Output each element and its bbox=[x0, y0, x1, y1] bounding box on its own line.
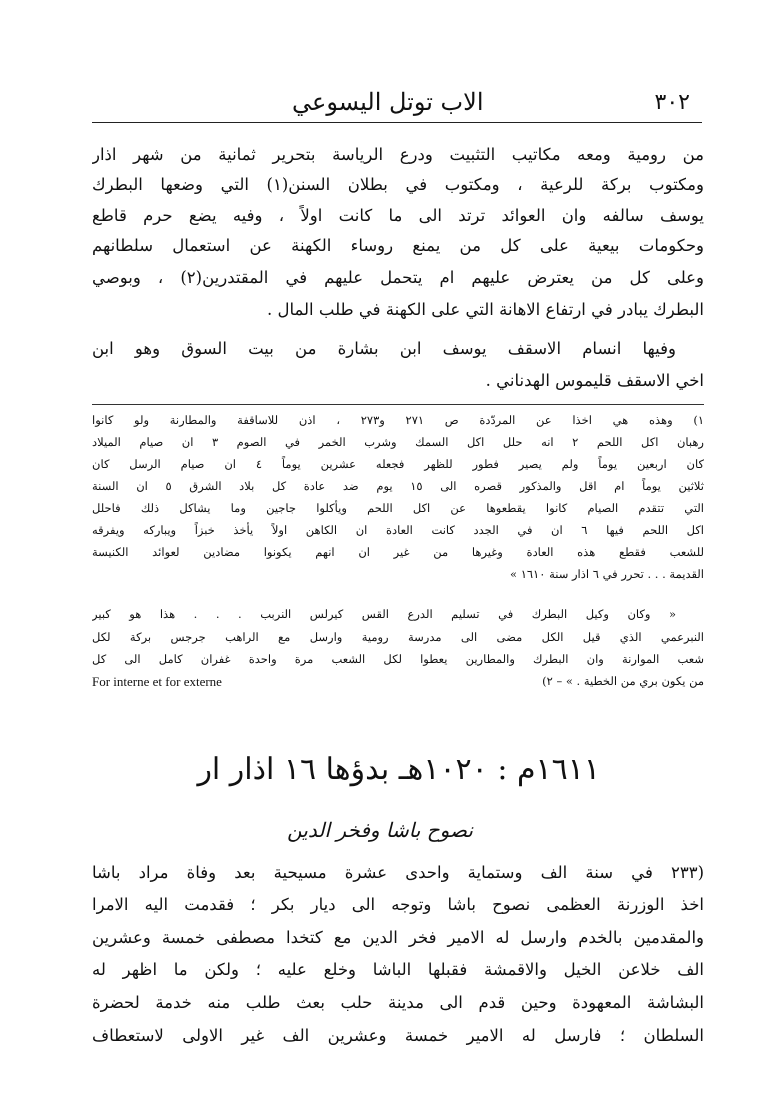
body-line: ومكتوب بركة للرعية ، ومكتوب في بطلان السنن(١) التي وضعها البطرك bbox=[92, 175, 704, 194]
footnote-line: التي تتقدم الصيام كانوا يقطعوها عن اكل اللحم ويأكلوا جاجين وما يشاكل ذلك فاحلل bbox=[92, 501, 704, 515]
footnote-arabic-tail: من يكون بري من الخطية . » – ٢) bbox=[542, 674, 704, 688]
body-line: السلطان ؛ فارسل له الامير خمسة وعشرين الف غير الاولى لاستعطاف bbox=[92, 1026, 704, 1045]
running-head bbox=[92, 86, 702, 123]
body-line: البطرك يبادر في ارتفاع الاهانة التي على الكهنة في طلب المال . bbox=[266, 300, 704, 319]
handwritten-date-annotation: ١٦١١م : ١٠٢٠هـ بدؤها ١٦ اذار ار bbox=[197, 752, 600, 787]
footnote-line: ثلاثين يوماً ام اقل والمذكور قصره الى ١٥ يوم ضد عادة كل بلاد الشرق ٥ ان السنة bbox=[92, 479, 704, 493]
body-line: اخذ الوزرنة العظمى نصوح باشا وتوجه الى ديار بكر ؛ فقدمت اليه الامرا bbox=[92, 895, 704, 914]
footnote-line-final bbox=[92, 671, 704, 692]
body-line: وحكومات بيعية على كل من يمنع روساء الكهنة عن استعمال سلطانهم bbox=[92, 236, 704, 255]
footnote-latin-phrase: For interne et for externe bbox=[92, 674, 222, 689]
footnote-line: شعب الموارنة وان البطرك والمطارين يعطوا لكل الشعب مرة واحدة غفران كامل الى كل bbox=[92, 652, 704, 666]
body-line: والمقدمين بالخدم وارسل له الامير فخر الدين مع كتخدا مصطفى خمسة وعشرين bbox=[92, 928, 704, 947]
footnote-line: « وكان وكيل البطرك في تسليم الدرع القس كيرلس النربب . . . هذا هو كبير bbox=[92, 607, 676, 621]
page-number: ٣٠٢ bbox=[654, 90, 690, 115]
body-line: وفيها انسام الاسقف يوسف ابن بشارة من بيت السوق وهو ابن bbox=[92, 339, 676, 358]
footnote-line: رهبان اكل اللحم ٢ انه حلل اكل السمك وشرب الخمر في الصوم ٣ ان صيام الميلاد bbox=[92, 435, 704, 449]
footnote-line: النبرعمي الذي قيل الكل مضى الى مدرسة رومية وارسل مع الراهب جرجس بركة لكل bbox=[92, 630, 704, 644]
footnote-line: ١) وهذه هي اخذا عن المردّدة ص ٢٧١ و٢٧٣ ، اذن للاساقفة والمطارنة ولو كانوا bbox=[92, 413, 704, 427]
body-line: (٢٣٣ في سنة الف وستماية واحدى عشرة مسيحية بعد وفاة مراد باشا bbox=[92, 863, 704, 882]
footnote-line: القديمة . . . تحرر في ٦ اذار سنة ١٦١٠ » bbox=[510, 567, 704, 581]
body-line: يوسف سالفه وان العوائد ترتد الى ما كانت اولاً ، وفيه يضع حرم قاطع bbox=[92, 206, 704, 225]
body-line: الف خلاعن الخيل والاقمشة فقبلها الباشا وخلع عليه ؛ ولكن ما اظهر له bbox=[92, 960, 704, 979]
body-line: وعلى كل من يعترض عليهم ام يتحمل عليهم في المقتدرين(٢) ، وبوصي bbox=[92, 268, 704, 287]
body-line: من رومية ومعه مكاتيب التثبيت ودرع الرياسة بتحرير ثمانية من شهر اذار bbox=[92, 145, 704, 164]
section-heading: نصوح باشا وفخر الدين bbox=[287, 818, 473, 842]
footnote-line: كان اربعين يوماً ولم يصير فطور للظهر فجعله عشرين يوماً ٤ ان صيام الرسل كان bbox=[92, 457, 704, 471]
body-line: البشاشة المعهودة وحين قدم الى مدينة حلب بعث طلب منه خدمة لحضرة bbox=[92, 993, 704, 1012]
running-title: الاب توتل اليسوعي bbox=[292, 88, 484, 116]
footnote-line: للشعب فقطع هذه العادة وغيرها من غير ان انهم يكونوا مضادين لعوائد الكنيسة bbox=[92, 545, 704, 559]
body-line: اخي الاسقف قليموس الهدناني . bbox=[485, 371, 704, 390]
footnote-separator bbox=[92, 404, 704, 405]
footnote-line: اكل اللحم فيها ٦ ان في الجدد كانت العادة ان الكاهن اولاً يأخذ خبزاً ويباركه ويفرقه bbox=[92, 523, 704, 537]
